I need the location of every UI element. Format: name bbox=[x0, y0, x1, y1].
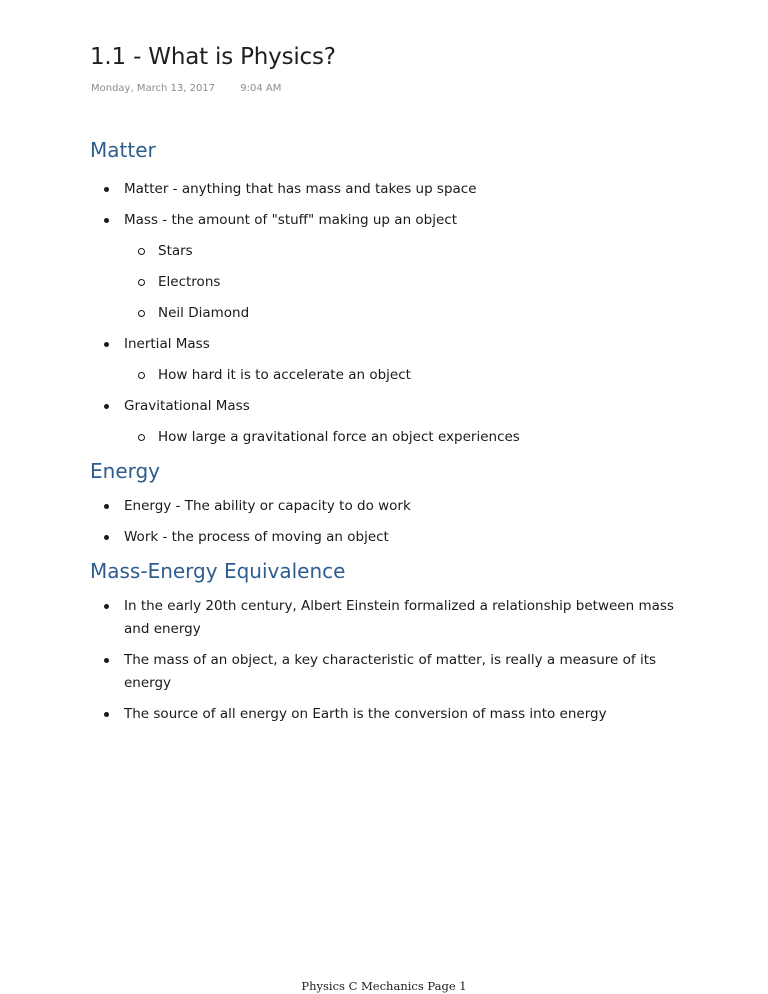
mass-energy-list bbox=[90, 595, 690, 726]
sub-list-item: How large a gravitational force an object experiences bbox=[124, 426, 690, 449]
section-heading-mass-energy: Mass-Energy Equivalence bbox=[90, 559, 346, 583]
energy-list bbox=[90, 495, 690, 549]
page-meta bbox=[91, 83, 281, 94]
page-title: 1.1 - What is Physics? bbox=[90, 44, 336, 70]
sub-list bbox=[124, 240, 690, 325]
sub-list bbox=[124, 364, 690, 387]
section-heading-energy: Energy bbox=[90, 459, 161, 483]
list-item: Work - the process of moving an object bbox=[90, 526, 690, 549]
page-date: Monday, March 13, 2017 bbox=[91, 83, 216, 94]
list-item: Inertial Mass How hard it is to accelerate an object bbox=[90, 333, 690, 387]
list-item: The mass of an object, a key characteristic of matter, is really a measure of its energy bbox=[90, 649, 690, 695]
list-item: In the early 20th century, Albert Einstein formalized a relationship between mass and energy bbox=[90, 595, 690, 641]
notes-content bbox=[90, 138, 690, 726]
sub-list bbox=[124, 426, 690, 449]
page-time: 9:04 AM bbox=[240, 83, 282, 94]
page-footer: Physics C Mechanics Page 1 bbox=[301, 979, 467, 993]
list-item: The source of all energy on Earth is the conversion of mass into energy bbox=[90, 703, 690, 726]
sub-list-item: Electrons bbox=[124, 271, 690, 294]
sub-list-item: Neil Diamond bbox=[124, 302, 690, 325]
sub-list-item: Stars bbox=[124, 240, 690, 263]
list-item: Energy - The ability or capacity to do work bbox=[90, 495, 690, 518]
section-heading-matter: Matter bbox=[90, 138, 156, 162]
list-item: Matter - anything that has mass and takes up space bbox=[90, 178, 690, 201]
list-item: Mass - the amount of "stuff" making up an object Stars Electrons Neil Diamond bbox=[90, 209, 690, 325]
sub-list-item: How hard it is to accelerate an object bbox=[124, 364, 690, 387]
matter-list bbox=[90, 178, 690, 449]
list-item: Gravitational Mass How large a gravitational force an object experiences bbox=[90, 395, 690, 449]
